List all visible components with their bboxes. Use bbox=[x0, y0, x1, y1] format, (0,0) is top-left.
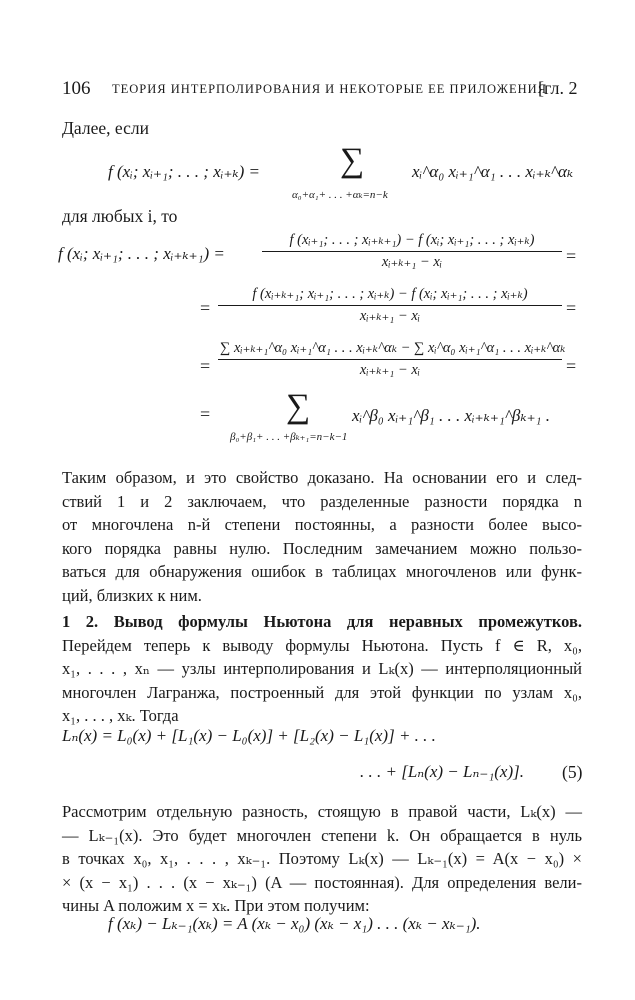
for-any-text: для любых i, то bbox=[62, 206, 178, 226]
sum-sign: ∑ bbox=[340, 142, 365, 179]
eq2-lhs: f (xᵢ; xᵢ₊₁; . . . ; xᵢ₊ₖ₊₁) = bbox=[58, 244, 225, 263]
section-number: 1 2. bbox=[62, 612, 99, 631]
text-line: x₁, . . . , xₙ — узлы интерполирования и Lₖ(x) — интерполяционный bbox=[62, 659, 582, 678]
text-line: x₁, . . . , xₖ. Тогда bbox=[62, 706, 179, 725]
equals-sign: = bbox=[200, 298, 211, 318]
equals-sign: = bbox=[200, 356, 211, 376]
text-line: Рассмотрим отдельную разность, стоящую в правой части, Lₖ(x) — bbox=[62, 802, 582, 821]
sum-sign: ∑ bbox=[286, 388, 311, 425]
text-line: ций, близких к ним. bbox=[62, 585, 202, 605]
equals-sign: = bbox=[566, 298, 577, 318]
running-header-title: ТЕОРИЯ ИНТЕРПОЛИРОВАНИЯ И НЕКОТОРЫЕ ЕЕ ПРИЛОЖЕНИЯ bbox=[112, 82, 547, 96]
eq1-terms: xᵢ^α₀ xᵢ₊₁^α₁ . . . xᵢ₊ₖ^αₖ bbox=[412, 162, 574, 181]
text-line: Перейдем теперь к выводу формулы Ньютона. Пусть f ∈ R, x₀, bbox=[62, 635, 582, 655]
eq2-den3: xᵢ₊ₖ₊₁ − xᵢ bbox=[359, 362, 421, 378]
text-line: от многочлена n-й степени постоянны, а разности более высо- bbox=[62, 515, 582, 534]
eq2-den1: xᵢ₊ₖ₊₁ − xᵢ bbox=[381, 254, 443, 270]
eq5-line1: Lₙ(x) = L₀(x) + [L₁(x) − L₀(x)] + [L₂(x) − L₁(x)] + . . . bbox=[62, 726, 436, 745]
equals-sign: = bbox=[566, 246, 577, 266]
eq1-sum-limits: α₀+α₁+ . . . +αₖ=n−k bbox=[292, 189, 388, 201]
section-title: Вывод формулы Ньютона для неравных промежутков. bbox=[113, 612, 583, 631]
final-equation: f (xₖ) − Lₖ₋₁(xₖ) = A (xₖ − x₀) (xₖ − x₁) . . . (xₖ − xₖ₋₁). bbox=[108, 914, 481, 933]
text-line: многочлен Лагранжа, построенный для этой функции по узлам x₀, bbox=[62, 682, 582, 702]
eq1-lhs: f (xᵢ; xᵢ₊₁; . . . ; xᵢ₊ₖ) = bbox=[108, 162, 261, 181]
equals-sign: = bbox=[200, 404, 211, 424]
text-line: в точках x₀, x₁, . . . , xₖ₋₁. Поэтому Lₖ(x) — Lₖ₋₁(x) = A(x − x₀) × bbox=[62, 849, 582, 868]
text-line: × (x − x₁) . . . (x − xₖ₋₁) (A — постоянная). Для определения вели- bbox=[62, 872, 582, 892]
intro-text: Далее, если bbox=[62, 118, 149, 138]
text-line: чины A положим x = xₖ. При этом получим: bbox=[62, 896, 370, 915]
eq2-fraction-3 bbox=[218, 340, 566, 379]
eq2-fraction-2 bbox=[218, 286, 562, 325]
text-line: ствий 1 и 2 заключаем, что разделенные разности порядка n bbox=[62, 491, 582, 511]
equals-sign: = bbox=[566, 356, 577, 376]
eq5-number: (5) bbox=[562, 762, 583, 782]
eq2-final-terms: xᵢ^β₀ xᵢ₊₁^β₁ . . . xᵢ₊ₖ₊₁^βₖ₊₁ . bbox=[352, 406, 550, 425]
text-line: кого порядка равны нулю. Последним замечанием можно пользо- bbox=[62, 538, 582, 558]
text-line: Таким образом, и это свойство доказано. На основании его и след- bbox=[62, 468, 582, 487]
eq5-line2: . . . + [Lₙ(x) − Lₙ₋₁(x)]. bbox=[360, 762, 524, 781]
chapter-marker: [гл. 2 bbox=[538, 78, 578, 98]
eq2-num2: f (xᵢ₊ₖ₊₁; xᵢ₊₁; . . . ; xᵢ₊ₖ) − f (xᵢ; xᵢ₊₁; . . . ; xᵢ₊ₖ) bbox=[218, 286, 562, 306]
eq2-den2: xᵢ₊ₖ₊₁ − xᵢ bbox=[359, 308, 421, 324]
text-line: ваться для обнаружения ошибок в таблицах многочленов или функ- bbox=[62, 562, 582, 581]
eq2-num1: f (xᵢ₊₁; . . . ; xᵢ₊ₖ₊₁) − f (xᵢ; xᵢ₊₁; . . . ; xᵢ₊ₖ) bbox=[262, 232, 562, 252]
paragraph-difference bbox=[62, 800, 582, 918]
section-heading bbox=[62, 610, 582, 634]
page-number: 106 bbox=[62, 78, 91, 99]
eq2-num3: ∑ xᵢ₊ₖ₊₁^α₀ xᵢ₊₁^α₁ . . . xᵢ₊ₖ^αₖ − ∑ xᵢ^α₀ xᵢ₊₁^α₁ . . . xᵢ₊ₖ^αₖ bbox=[218, 340, 562, 360]
section-newton bbox=[62, 610, 582, 728]
eq2-fraction-1 bbox=[262, 232, 562, 271]
paragraph-properties bbox=[62, 466, 582, 607]
eq2-final-limits: β₀+β₁+ . . . +βₖ₊₁=n−k−1 bbox=[230, 431, 348, 443]
text-line: — Lₖ₋₁(x). Это будет многочлен степени k. Он обращается в нуль bbox=[62, 825, 582, 845]
